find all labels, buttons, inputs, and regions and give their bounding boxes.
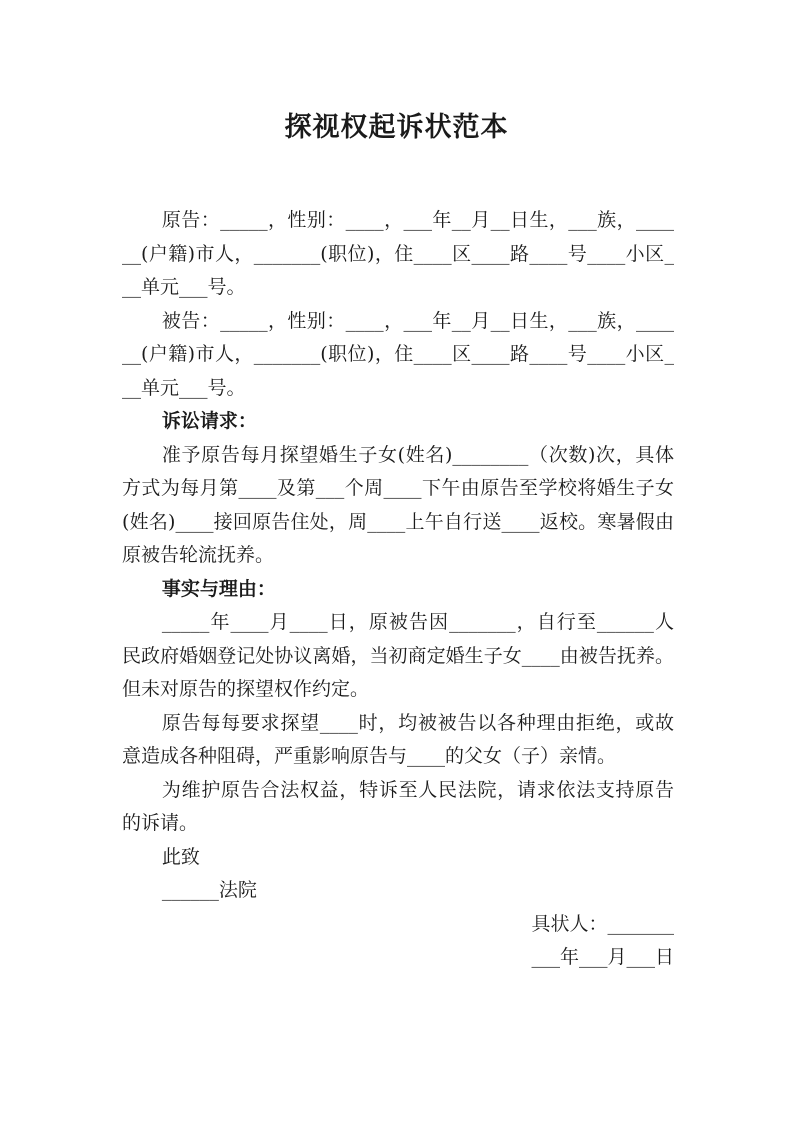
court-line: ______法院	[161, 879, 257, 901]
document-title: 探视权起诉状范本	[284, 112, 509, 143]
date-line: ___年___月___日	[531, 946, 674, 968]
plaintiff-paragraph: 原告：_____，性别：____，___年__月__日生，___族，______(户籍)市人，_______(职位)，住____区____路____号____小区___单元___号。	[122, 209, 674, 298]
facts-paragraph-2: 原告每每要求探望____时，均被被告以各种理由拒绝，或故意造成各种阻碍，严重影响原告与____的父女（子）亲情。	[122, 711, 674, 767]
facts-heading: 事实与理由：	[161, 577, 276, 600]
signer-line: 具状人：_______	[531, 912, 674, 935]
document-body	[122, 204, 674, 975]
closing-line: 此致	[161, 845, 200, 868]
facts-paragraph-1: _____年____月____日，原被告因_______，自行至______人民政府婚姻登记处协议离婚，当初商定婚生子女____由被告抚养。但未对原告的探望权作约定。	[122, 611, 674, 700]
facts-paragraph-3: 为维护原告合法权益，特诉至人民法院，请求依法支持原告的诉请。	[122, 778, 674, 834]
claims-heading: 诉讼请求：	[161, 410, 257, 432]
defendant-paragraph: 被告：_____，性别：____，___年__月__日生，___族，______(户籍)市人，_______(职位)，住____区____路____号____小区___单元___号。	[122, 309, 674, 399]
claims-paragraph: 准予原告每月探望婚生子女(姓名)________（次数)次，具体方式为每月第____及第___个周____下午由原告至学校将婚生子女(姓名)____接回原告住处，周____上午自行送____返校。寒暑假由原被告轮流抚养。	[122, 443, 674, 566]
